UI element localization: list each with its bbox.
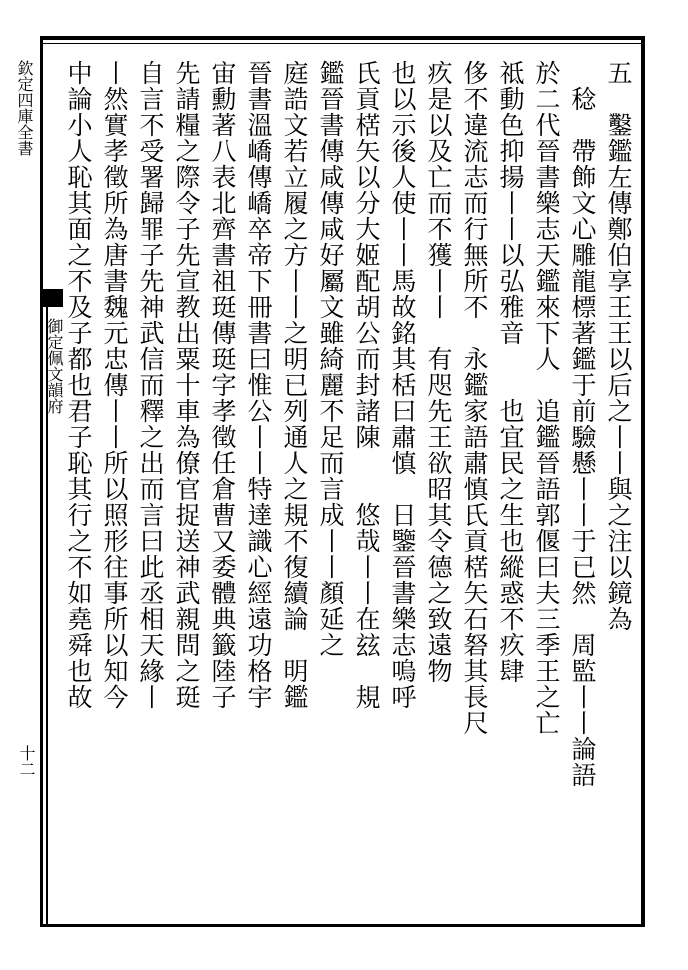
book-title: 欽定四庫全書 [15, 60, 34, 156]
text-column-6: 疚是以及亡而不獲丨丨 有咫先王欲昭其令德之致遠物 [424, 60, 453, 684]
frame-right-border [641, 36, 645, 927]
text-column-13: 先請糧之際令子先宣教出粟十車為僚官捉送神武親問之珽 [172, 60, 201, 710]
text-column-11: 晉書溫嶠傳嶠卒帝下冊書曰惟公丨丨特達識心經遠功格宇 [244, 60, 273, 710]
text-column-1: 五 鑿鑑左傳鄭伯享王王以后之丨丨與之注以鏡為 [604, 60, 633, 632]
text-column-7: 也以示後人使丨丨馬故銘其栝曰肅慎 日鑒晉書樂志嗚呼 [388, 60, 417, 710]
text-column-4: 祗動色抑揚丨丨以弘雅音 也宜民之生也縱惑不疚肆 [496, 60, 525, 684]
text-column-16: 中論小人恥其面之不及子都也君子恥其行之不如堯舜也故 [64, 60, 93, 710]
section-title: 御定佩文韻府 [45, 318, 64, 414]
text-column-12: 宙勳著八表北齊書祖珽傳珽字孝徵任倉曹又委體典籤陸子 [208, 60, 237, 710]
text-column-8: 氏貢楛矢以分大姬配胡公而封諸陳 悠哉丨丨在玆 規 [352, 60, 381, 710]
frame-top-inner-rule [40, 43, 645, 44]
page-number: 十二 [17, 745, 36, 777]
text-column-10: 庭誥文若立履之方丨丨之明已列通人之規不復續論 明鑑 [280, 60, 309, 710]
frame-bottom-border [40, 924, 645, 927]
text-column-9: 鑑晉書傳咸傳咸好屬文雖綺麗不足而言成丨丨顏延之 [316, 60, 345, 658]
text-column-5: 侈不違流志而行無所不 永鑑家語肅慎氏貢楛矢石砮其長尺 [460, 60, 489, 736]
text-column-2: 稔 帶飾文心雕龍標著鑑于前驗懸丨丨于已然 周監丨丨論語 [568, 60, 597, 788]
text-column-15: 丨然實孝徵所為唐書魏元忠傳丨丨所以照形往事所以知今 [100, 60, 129, 710]
text-column-14: 自言不受署歸罪子先神武信而釋之出而言曰此丞相天緣丨 [136, 60, 165, 710]
text-column-3: 於二代晉書樂志天鑑來下人 追鑑晉語郭偃曰夫三季王之亡 [532, 60, 561, 736]
frame-left-border [40, 36, 43, 927]
frame-top-border [40, 36, 645, 40]
